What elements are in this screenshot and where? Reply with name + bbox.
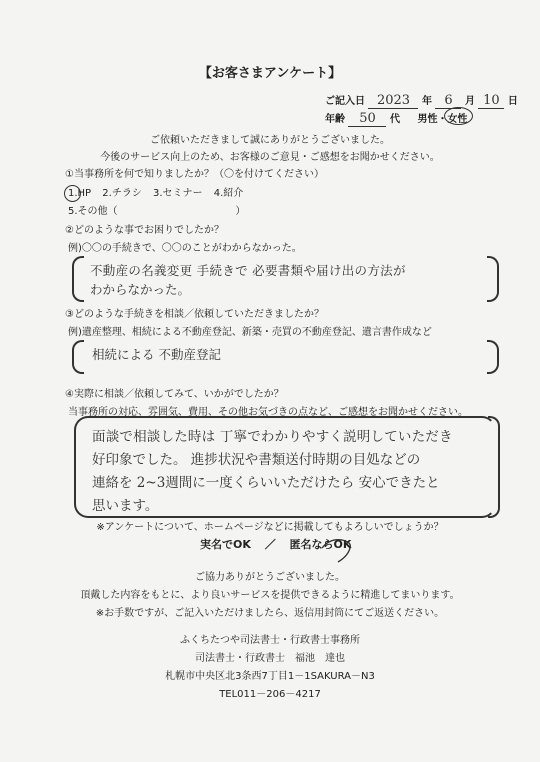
q1-option-flyer: 2.チラシ <box>102 188 142 199</box>
q1-other-close: ） <box>235 206 246 217</box>
entry-date-row <box>325 92 518 109</box>
q1-other-label: 5.その他（ <box>68 206 118 217</box>
closing-line-2: 頂戴した内容をもとに、より良いサービスを提供できるように精進してまいります。 <box>80 590 460 601</box>
publish-real-name: 実名でOK <box>200 538 251 551</box>
q1-option-hp-wrap <box>68 188 91 199</box>
q3-bracket-right <box>487 340 499 374</box>
q3-question: ③どのような手続きを相談／依頼していただきましたか？ <box>65 309 324 320</box>
entry-day-unit: 日 <box>507 96 518 107</box>
entry-month-unit: 月 <box>464 96 475 107</box>
q1-question: ①当事務所を何で知りましたか？（〇を付けてください） <box>65 169 324 180</box>
check-mark-icon <box>320 534 358 564</box>
q4-example: 当事務所の対応、雰囲気、費用、その他お気づきの点など、ご感想をお聞かせください。 <box>68 407 468 418</box>
q1-option-hp: 1.HP <box>68 188 92 199</box>
q2-example: 例)〇〇の手続きで、〇〇のことがわからなかった。 <box>68 243 302 254</box>
q4-answer-line-4: 思います。 <box>92 498 159 514</box>
q4-bracket-right <box>488 416 500 518</box>
gender-male: 男性 <box>417 114 438 125</box>
age-value: 50 <box>348 111 386 127</box>
q3-example: 例)遺産整理、相続による不動産登記、新築・売買の不動産登記、遺言書作成など <box>68 327 432 338</box>
office-tel: TEL011－206－4217 <box>219 689 321 700</box>
publish-slash: ／ <box>264 538 276 551</box>
intro-line-2: 今後のサービス向上のため、お客様のご意見・ご感想をお聞かせください。 <box>100 152 440 163</box>
q4-answer-line-2: 好印象でした。 進捗状況や書類送付時期の目処などの <box>92 452 421 468</box>
gender-female: 女性 <box>447 114 468 125</box>
entry-day: 10 <box>478 93 504 109</box>
q4-answer-line-3: 連絡を 2~3週間に一度くらいいただけたら 安心できたと <box>92 475 440 491</box>
entry-month: 6 <box>435 93 461 109</box>
q1-option-referral: 4.紹介 <box>213 188 244 199</box>
q2-answer-line-1: 不動産の名義変更 手続きで 必要書類や届け出の方法が <box>90 263 406 278</box>
q2-bracket-left <box>72 256 84 302</box>
office-name: ふくちたつや司法書士・行政書士事務所 <box>180 635 360 646</box>
publish-options <box>200 536 351 552</box>
publish-question: ※アンケートについて、ホームページなどに掲載してもよろしいでしょうか？ <box>96 522 444 533</box>
q2-answer-line-2: わからなかった。 <box>90 282 191 297</box>
q2-bracket-right <box>487 256 499 302</box>
age-unit: 代 <box>389 114 400 125</box>
entry-year: 2023 <box>368 93 418 109</box>
office-title: 司法書士・行政書士 福池 達也 <box>195 653 345 664</box>
office-address: 札幌市中央区北3条西7丁目1－1SAKURA－N3 <box>165 671 375 682</box>
q1-option-seminar: 3.セミナー <box>153 188 203 199</box>
q4-question: ④実際に相談／依頼してみて、いかがでしたか？ <box>65 389 284 400</box>
q4-answer-line-1: 面談で相談した時は 丁寧でわかりやすく説明していただき <box>92 429 453 445</box>
q1-selection-circle <box>64 185 81 202</box>
age-label: 年齢 <box>325 114 345 125</box>
q2-question: ②どのような事でお困りでしたか？ <box>65 225 224 236</box>
closing-thanks: ご協力ありがとうございました。 <box>195 572 345 583</box>
q1-options <box>68 184 243 199</box>
entry-date-label: ご記入日 <box>325 96 365 107</box>
publish-anonymous: 匿名ならOK <box>289 538 352 551</box>
survey-title: 【お客さまアンケート】 <box>198 66 342 81</box>
q1-other <box>68 202 246 217</box>
closing-line-3: ※お手数ですが、ご記入いただけましたら、返信用封筒にてご返送ください。 <box>95 608 445 619</box>
gender-separator: ・ <box>437 114 448 125</box>
q3-answer: 相続による 不動産登記 <box>92 347 221 362</box>
gender-female-wrap <box>447 110 467 125</box>
publish-anonymous-wrap <box>290 536 352 552</box>
q3-bracket-left <box>72 340 84 374</box>
entry-year-unit: 年 <box>421 96 432 107</box>
gender-female-circle <box>444 107 473 125</box>
age-gender-row <box>325 110 467 127</box>
intro-line-1: ご依頼いただきまして誠にありがとうございました。 <box>150 135 390 146</box>
